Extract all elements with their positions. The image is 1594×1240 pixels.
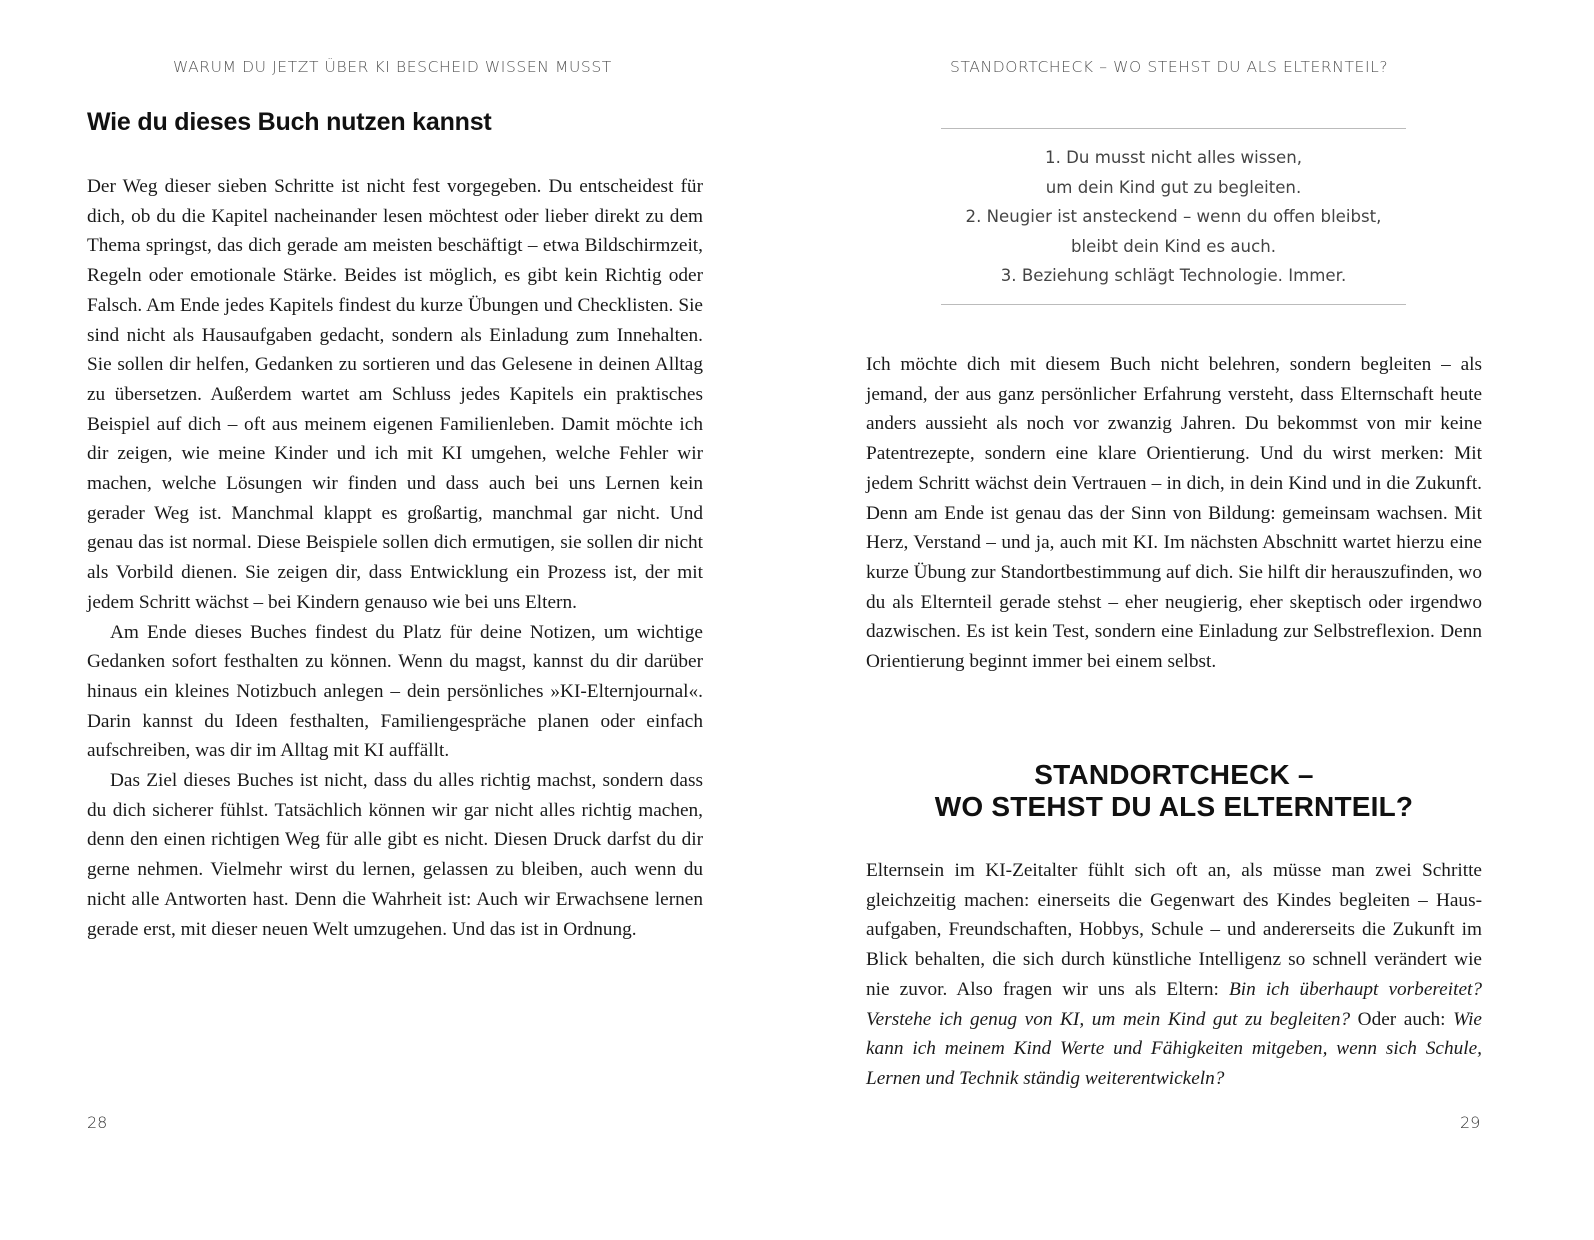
section-title: Wie du dieses Buch nutzen kannst: [87, 108, 492, 136]
chapter-heading-line: WO STEHST DU ALS ELTERNTEIL?: [934, 791, 1414, 822]
paragraph: Das Ziel dieses Buches ist nicht, dass du alles richtig machst, sondern dass du dich sicherer fühlst. Tatsächlich können wir gar nicht alles richtig machen, denn den einen richtigen Weg für alle gibt es nicht. Diesen Druck darfst du dir gerne nehmen. Vielmehr wirst du lernen, gelassen zu bleiben, auch wenn du nicht alle Antworten hast. Denn die Wahrheit ist: Auch wir Erwachsene lernen gerade erst, mit dieser neuen Welt umzugehen. Und das ist in Ordnung.: [87, 770, 703, 940]
paragraph: Am Ende dieses Buches findest du Platz für deine Notizen, um wichtige Gedanken sofort festhalten zu können. Wenn du magst, kannst du dir darüber hinaus ein kleines Notizbuch anlegen – dein persönliches »KI-Elternjournal«. Darin kannst du Ideen festhalten, Familiengespräche planen oder einfach aufschreiben, was dir im Alltag mit KI auffällt.: [87, 621, 703, 762]
takeaway-line: um dein Kind gut zu begleiten.: [1045, 177, 1302, 197]
italic-question: Bin ich überhaupt vorbereitet? Verstehe ich genug von KI, um mein Kind gut zu begleiten?: [866, 978, 1482, 1030]
body-text: [866, 350, 1482, 677]
body-text: [87, 172, 703, 944]
takeaway-line: 2. Neugier ist ansteckend – wenn du offen bleibst,: [965, 207, 1382, 227]
takeaway-line: 1. Du musst nicht alles wissen,: [1045, 148, 1302, 167]
right-page: [797, 0, 1594, 1240]
page-number: 28: [87, 1113, 108, 1132]
takeaway-line: bleibt dein Kind es auch.: [1071, 236, 1276, 256]
chapter-heading-line: STANDORTCHECK –: [1034, 759, 1314, 790]
takeaway-line: 3. Beziehung schlägt Technologie. Immer.: [1000, 266, 1347, 286]
chapter-heading: [866, 759, 1482, 823]
paragraph: [866, 856, 1482, 1094]
running-head: WARUM DU JETZT ÜBER KI BESCHEID WISSEN MUSST: [173, 58, 612, 76]
paragraph: Der Weg dieser sieben Schritte ist nicht fest vorgegeben. Du entscheidest für dich, ob du die Kapitel nacheinander lesen möchtest oder lieber direkt zu dem Thema springst, das dich gerade am meisten beschäftigt – etwa Bildschirmzeit, Regeln oder emotionale Stärke. Beides ist möglich, es gibt kein Richtig oder Falsch. Am Ende jedes Kapitels findest du kurze Übungen und Checklisten. Sie sind nicht als Hausaufgaben gedacht, sondern als Einladung zum Innehalten. Sie sollen dir helfen, Gedanken zu sortieren und das Gelesene in deinen Alltag zu übersetzen. Außerdem wartet am Schluss jedes Kapitels ein praktisches Beispiel auf dich – oft aus meinem eigenen Familienleben. Damit möchte ich dir zeigen, wie meine Kinder und ich mit KI umgehen, welche Fehler wir machen, welche Lösungen wir finden und dass auch bei uns Lernen kein gerader Weg ist. Manchmal klappt es großartig, manchmal gar nicht. Und genau das ist normal. Diese Beispiele sollen dich ermutigen, sie sollen dir nicht als Vorbild dienen. Sie zeigen dir, dass Entwicklung ein Prozess ist, der mit jedem Schritt wächst – bei Kindern genauso wie bei uns Eltern.: [87, 176, 703, 613]
paragraph: Ich möchte dich mit diesem Buch nicht belehren, sondern begleiten – als jemand, der aus ganz persönlicher Erfahrung versteht, dass Elternschaft heute anders aussieht als noch vor zwanzig Jahren. Du bekommst von mir keine Patentrezepte, sondern eine klare Orientierung. Und du wirst merken: Mit jedem Schritt wächst dein Vertrauen – in dich, in dein Kind und in die Zukunft. Denn am Ende ist genau das der Sinn von Bildung: gemeinsam wachsen. Mit Herz, Verstand – und ja, auch mit KI. Im nächsten Abschnitt wartet hierzu eine kurze Übung zur Standortbestimmung auf dich. Sie hilft dir herauszufinden, wo du als Elternteil gerade stehst – eher neugierig, eher skeptisch oder irgendwo dazwischen. Es ist kein Test, sondern eine Einladung zur Selbstreflexion. Denn Orientierung beginnt immer bei einem selbst.: [866, 354, 1482, 673]
italic-question: Wie kann ich meinem Kind Werte und Fähigkeiten mitgeben, wenn sich Schule, Lernen und Technik ständig weiterentwickeln?: [866, 1008, 1482, 1089]
text-run: Oder auch:: [1350, 1008, 1454, 1030]
page-number: 29: [1460, 1113, 1481, 1132]
key-takeaways-box: [941, 128, 1406, 305]
running-head: STANDORTCHECK – WO STEHST DU ALS ELTERNTEIL?: [950, 58, 1389, 76]
body-text: [866, 856, 1482, 1094]
text-run: Elternsein im KI-Zeitalter fühlt sich oft an, als müsse man zwei Schritte gleichzeitig machen: einerseits die Gegenwart des Kindes begleiten – Hausaufgaben, Freundschaften, Hobbys, Schule – und andererseits die Zukunft im Blick behalten, die sich durch künstliche Intelligenz so schnell verändert wie nie zuvor. Also fragen wir uns als Eltern:: [866, 860, 1482, 1000]
